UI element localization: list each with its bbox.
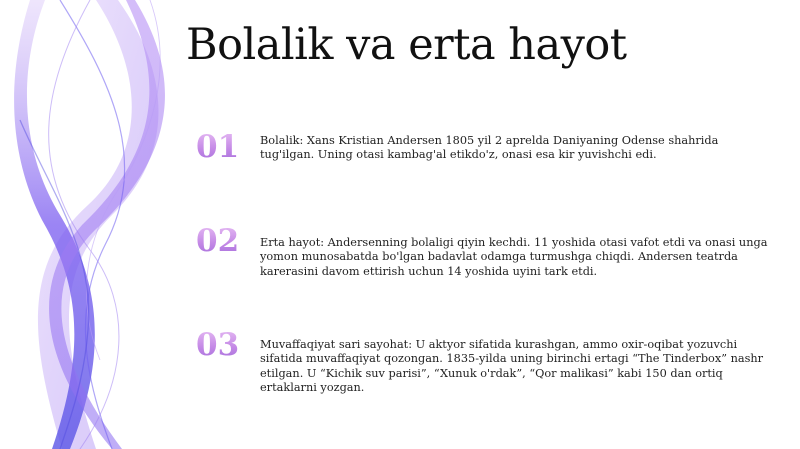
item-text: Bolalik: Xans Kristian Andersen 1805 yil 2 aprelda Daniyaning Odense shahrida tug'ilgan. Uning otasi kambag'al etikdo'z, onasi esa kir yuvishchi edi.: [260, 134, 719, 162]
item-number: 01: [196, 132, 246, 163]
slide-title: Bolalik va erta hayot: [186, 20, 627, 70]
item-text: Erta hayot: Andersenning bolaligi qiyin kechdi. 11 yoshida otasi vafot etdi va onasi unga yomon munosabatda bo'lgan badavlat odamga turmushga chiqdi. Andersen teatrda karerasini davom ettirish uchun 14 yoshida uyini tark etdi.: [260, 236, 768, 278]
list-item: [196, 223, 776, 306]
item-number: 02: [196, 226, 246, 257]
item-number: 03: [196, 330, 246, 361]
list-item: [196, 129, 776, 192]
violet-smoke-wave-decoration: [0, 0, 200, 449]
list-item: [196, 327, 776, 410]
item-text: Muvaffaqiyat sari sayohat: U aktyor sifatida kurashgan, ammo oxir-oqibat yozuvchi sifatida muvaffaqiyat qozongan. 1835-yilda uning birinchi ertagi “The Tinderbox” nashr etilgan. U “Kichik suv parisi”, “Xunuk o'rdak”, “Qor malikasi” kabi 150 dan ortiq ertaklarni yozgan.: [260, 338, 764, 394]
